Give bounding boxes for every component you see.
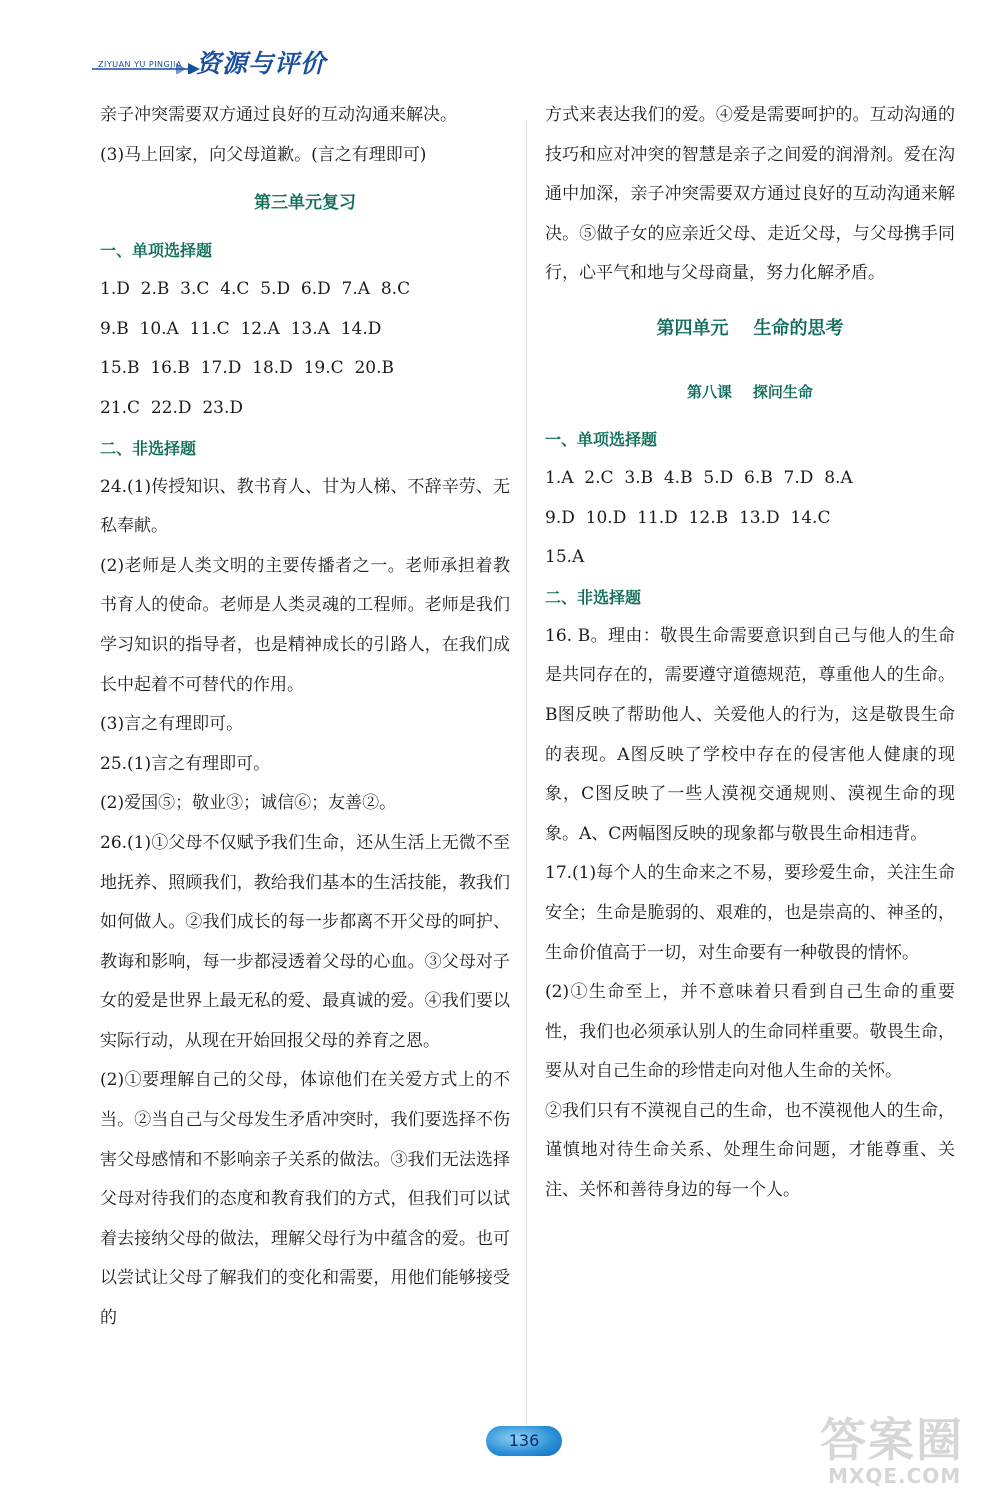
unit4-title: 第四单元 生命的思考 bbox=[656, 317, 844, 339]
intro-answer: (3)马上回家，向父母道歉。(言之有理即可) bbox=[100, 144, 427, 165]
header-pinyin: ZIYUAN YU PINGJIA bbox=[98, 60, 182, 69]
page-header bbox=[92, 44, 352, 84]
column-divider bbox=[526, 120, 527, 1450]
right-column bbox=[545, 96, 955, 1211]
watermark-url: MXQE.COM bbox=[828, 1464, 962, 1488]
watermark-logo bbox=[820, 1404, 990, 1490]
watermark-text: 答案圈 bbox=[820, 1413, 964, 1467]
unit3-review-title: 第三单元复习 bbox=[254, 193, 356, 214]
answer-25-1: 25.(1)言之有理即可。 bbox=[100, 753, 271, 774]
answer-row: 9.D 10.D 11.D 12.B 13.D 14.C bbox=[545, 507, 831, 528]
answer-row: 1.D 2.B 3.C 4.C 5.D 6.D 7.A 8.C bbox=[100, 279, 411, 300]
section-single-choice: 一、单项选择题 bbox=[545, 429, 658, 449]
lesson8-title: 第八课 探问生命 bbox=[687, 382, 813, 401]
page-number: 136 bbox=[486, 1426, 562, 1456]
section-non-choice: 二、非选择题 bbox=[100, 438, 197, 458]
left-column bbox=[100, 96, 510, 1339]
answer-26-2-continued: 方式来表达我们的爱。④爱是需要呵护的。互动沟通的技巧和应对冲突的智慧是亲子之间爱的润滑剂。爱在沟通中加深，亲子冲突需要双方通过良好的互动沟通来解决。⑤做子女的应亲近父母、走近父母，与父母携手同行，心平气和地与父母商量，努力化解矛盾。 bbox=[545, 105, 955, 284]
section-single-choice: 一、单项选择题 bbox=[100, 241, 213, 261]
intro-line: 亲子冲突需要双方通过良好的互动沟通来解决。 bbox=[100, 105, 457, 125]
answer-24-1: 24.(1)传授知识、教书育人、甘为人梯、不辞辛劳、无私奉献。 bbox=[100, 476, 510, 537]
header-title: 资源与评价 bbox=[196, 49, 327, 78]
answer-row: 21.C 22.D 23.D bbox=[100, 397, 243, 418]
answer-26-1: 26.(1)①父母不仅赋予我们生命，还从生活上无微不至地抚养、照顾我们，教给我们基本的生活技能，教我们如何做人。②我们成长的每一步都离不开父母的呵护、教诲和影响，每一步都浸透着父母的心血。③父母对子女的爱是世界上最无私的爱、最真诚的爱。④我们要以实际行动，从现在开始回报父母的养育之恩。 bbox=[100, 832, 510, 1051]
answer-24-3: (3)言之有理即可。 bbox=[100, 714, 244, 735]
answer-25-2: (2)爱国⑤；敬业③；诚信⑥；友善②。 bbox=[100, 793, 397, 814]
answer-row: 15.A bbox=[545, 547, 585, 568]
answer-17-2-part2: ②我们只有不漠视自己的生命，也不漠视他人的生命，谨慎地对待生命关系、处理生命问题，才能尊重、关注、关怀和善待身边的每一个人。 bbox=[545, 1100, 955, 1201]
answer-17-1: 17.(1)每个人的生命来之不易，要珍爱生命，关注生命安全；生命是脆弱的、艰难的，也是崇高的、神圣的，生命价值高于一切，对生命要有一种敬畏的情怀。 bbox=[545, 863, 955, 963]
answer-row: 15.B 16.B 17.D 18.D 19.C 20.B bbox=[100, 358, 394, 379]
answer-17-2: (2)①生命至上，并不意味着只看到自己生命的重要性，我们也必须承认别人的生命同样重要。敬畏生命，要从对自己生命的珍惜走向对他人生命的关怀。 bbox=[545, 982, 955, 1082]
answer-16: 16. B。理由：敬畏生命需要意识到自己与他人的生命是共同存在的，需要遵守道德规范，尊重他人的生命。B图反映了帮助他人、关爱他人的行为，这是敬畏生命的表现。A图反映了学校中存在的侵害他人健康的现象，C图反映了一些人漠视交通规则、漠视生命的现象。A、C两幅图反映的现象都与敬畏生命相违背。 bbox=[545, 625, 955, 844]
section-non-choice: 二、非选择题 bbox=[545, 587, 642, 607]
answer-24-2: (2)老师是人类文明的主要传播者之一。老师承担着教书育人的使命。老师是人类灵魂的工程师。老师是我们学习知识的指导者，也是精神成长的引路人，在我们成长中起着不可替代的作用。 bbox=[100, 555, 510, 695]
answer-26-2: (2)①要理解自己的父母，体谅他们在关爱方式上的不当。②当自己与父母发生矛盾冲突时，我们要选择不伤害父母感情和不影响亲子关系的做法。③我们无法选择父母对待我们的态度和教育我们的方式，但我们可以试着去接纳父母的做法，理解父母行为中蕴含的爱。也可以尝试让父母了解我们的变化和需要，用他们能够接受的 bbox=[100, 1070, 510, 1329]
answer-row: 1.A 2.C 3.B 4.B 5.D 6.B 7.D 8.A bbox=[545, 467, 853, 488]
answer-row: 9.B 10.A 11.C 12.A 13.A 14.D bbox=[100, 318, 382, 339]
